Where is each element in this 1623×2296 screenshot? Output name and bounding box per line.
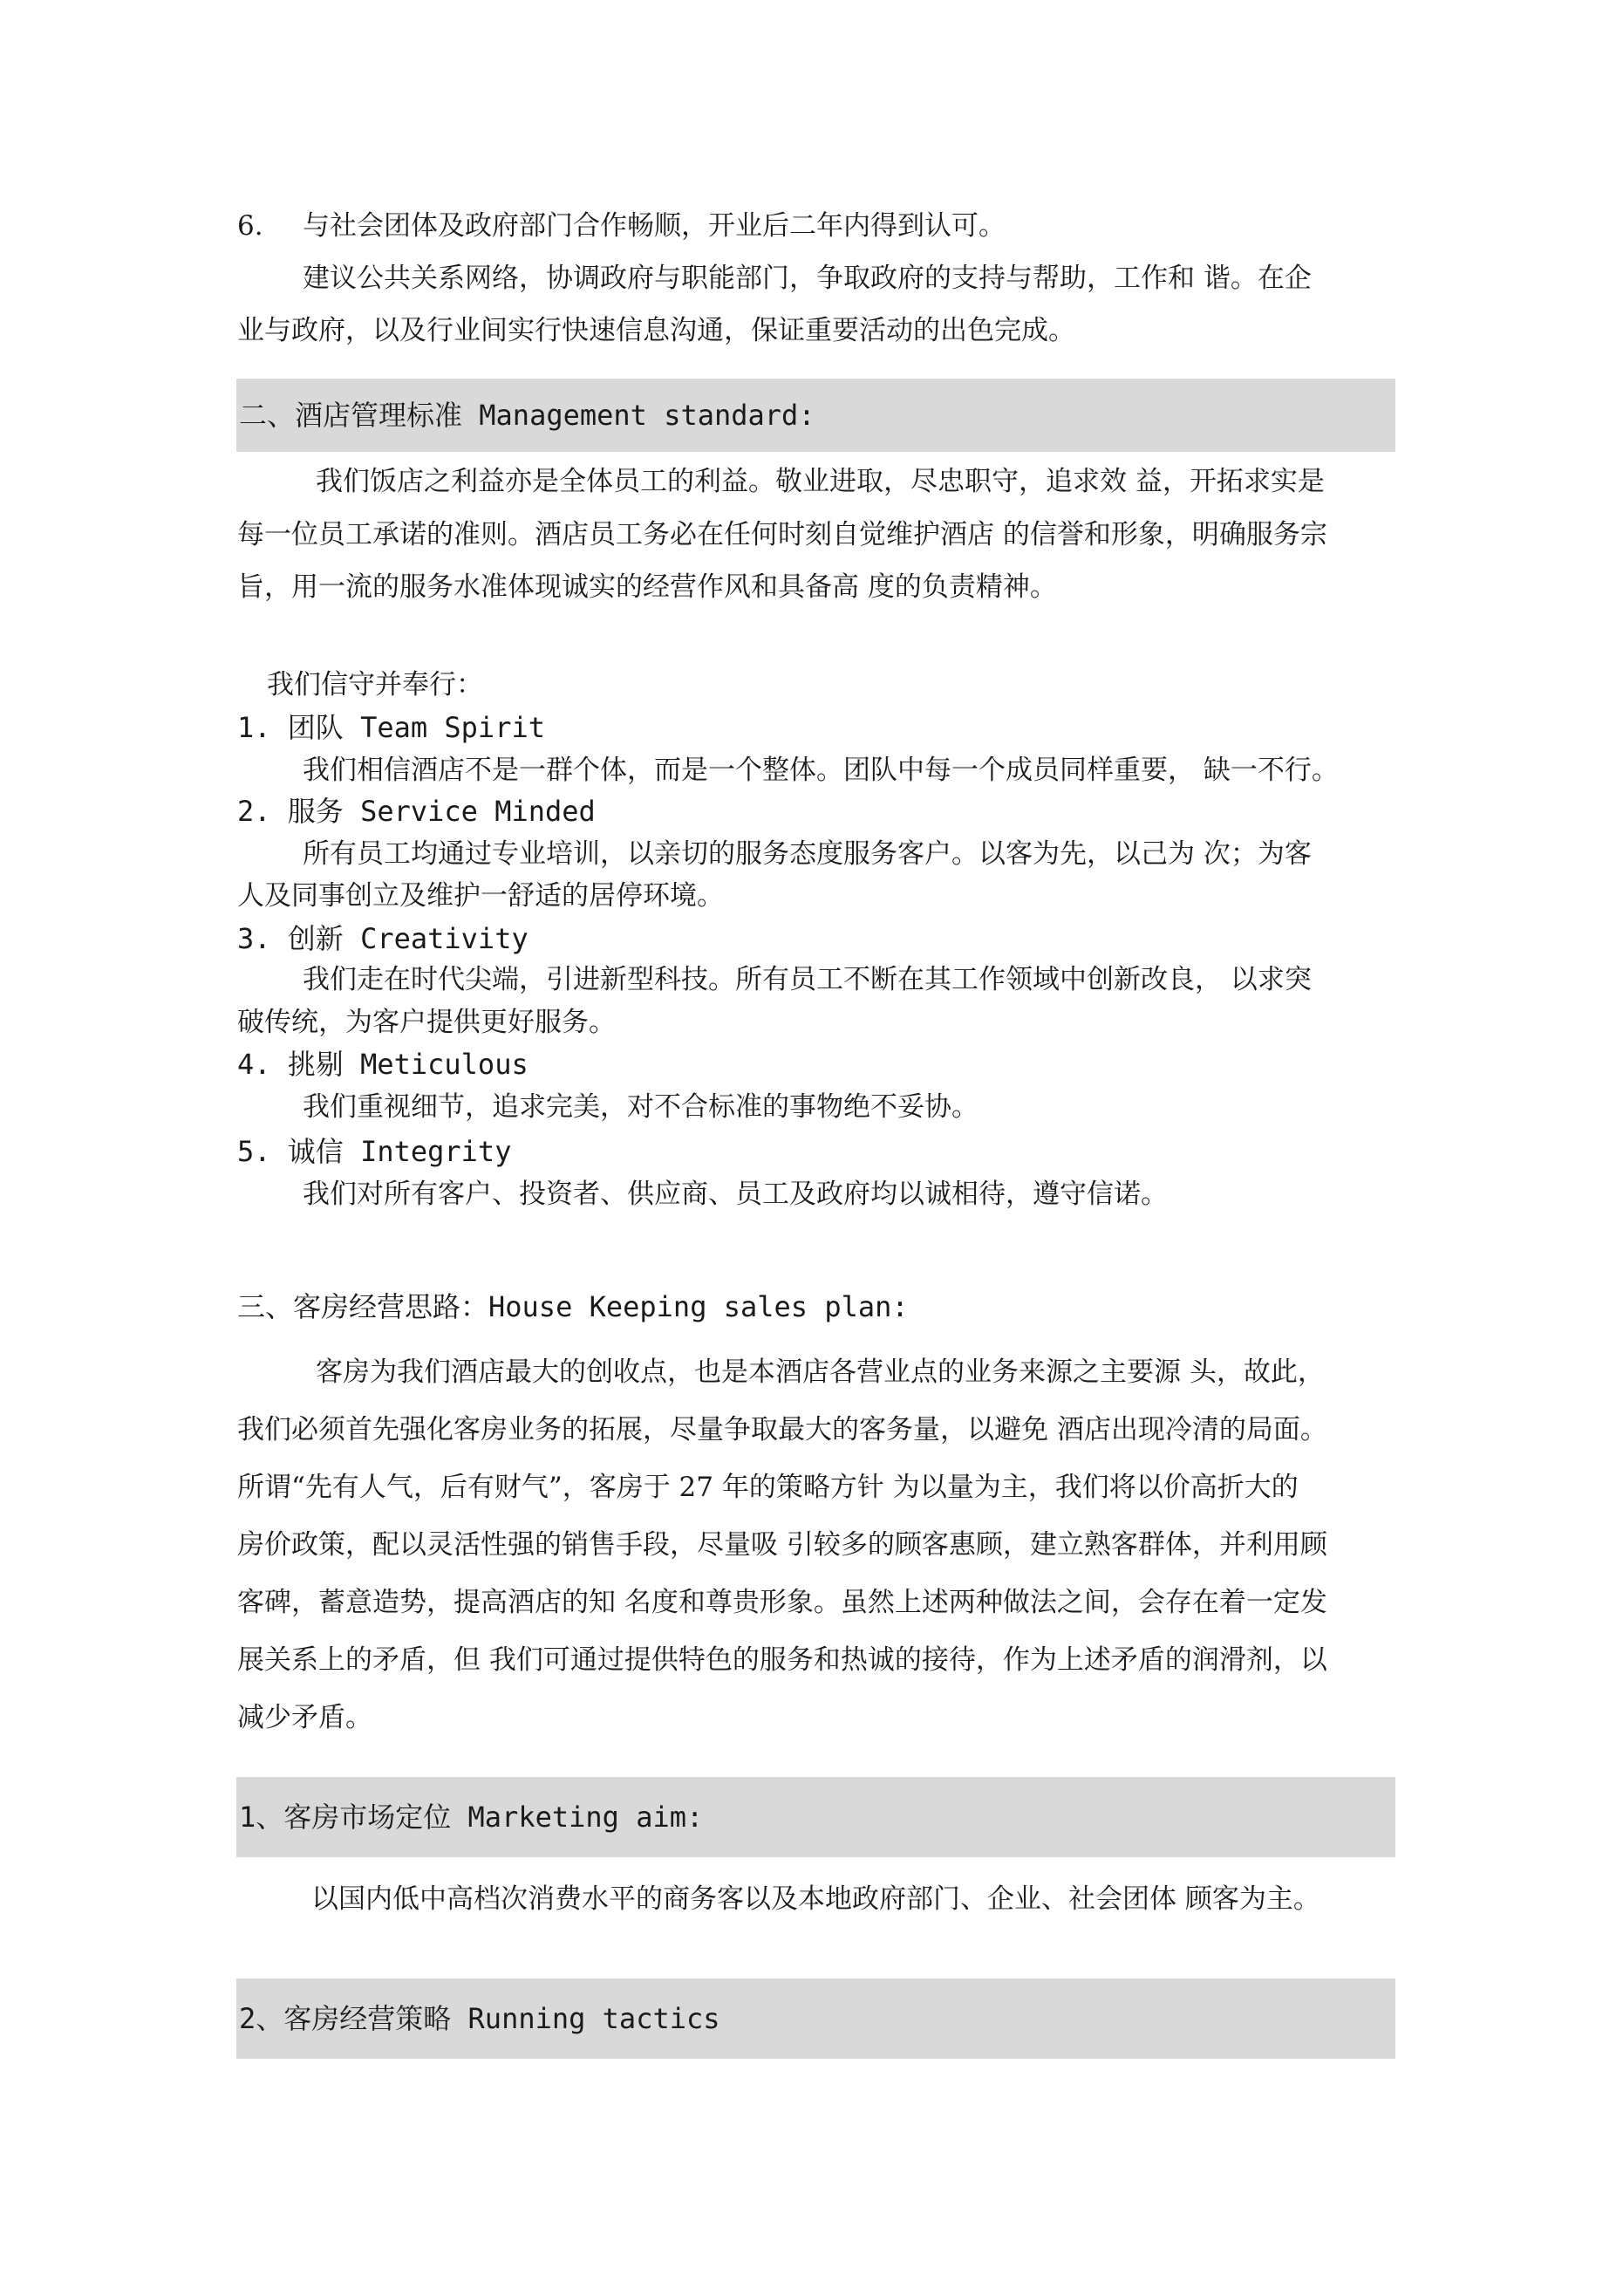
value-2-line-1: 所有员工均通过专业培训，以亲切的服务态度服务客户。以客为先，以己为 次；为客 <box>303 838 1312 870</box>
market-position-heading-band <box>236 1777 1395 1857</box>
housekeeping-body-line-7: 减少矛盾。 <box>237 1702 372 1733</box>
market-position-heading: 1、客房市场定位 Marketing aim: <box>239 1801 704 1834</box>
housekeeping-body-line-5: 客碑，蓄意造势，提高酒店的知 名度和尊贵形象。虽然上述两种做法之间，会存在着一定发 <box>237 1587 1327 1618</box>
goal-6-body-line-1: 建议公共关系网络，协调政府与职能部门，争取政府的支持与帮助，工作和 谐。在企 <box>303 263 1312 294</box>
value-3-line-1: 我们走在时代尖端，引进新型科技。所有员工不断在其工作领域中创新改良， 以求突 <box>303 964 1312 995</box>
goal-6-body-line-2: 业与政府，以及行业间实行快速信息沟通，保证重要活动的出色完成。 <box>237 315 1075 346</box>
housekeeping-body-line-3: 所谓“先有人气，后有财气”，客房于 27 年的策略方针 为以量为主，我们将以价高折大的 <box>237 1472 1299 1503</box>
housekeeping-body-line-4: 房价政策，配以灵活性强的销售手段，尽量吸 引较多的顾客惠顾，建立熟客群体，并利用顾 <box>237 1529 1327 1561</box>
goal-6-number: 6. <box>237 210 263 242</box>
value-5-line-1: 我们对所有客户、投资者、供应商、员工及政府均以诚相待，遵守信诺。 <box>303 1179 1168 1210</box>
housekeeping-body-line-1: 客房为我们酒店最大的创收点，也是本酒店各营业点的业务来源之主要源 头，故此， <box>316 1356 1325 1388</box>
creed-intro: 我们信守并奉行： <box>267 669 483 700</box>
housekeeping-body-line-2: 我们必须首先强化客房业务的拓展，尽量争取最大的客务量，以避免 酒店出现冷清的局面。 <box>237 1414 1327 1445</box>
value-3-line-2: 破传统，为客户提供更好服务。 <box>237 1007 616 1038</box>
management-body-line-1: 我们饭店之利益亦是全体员工的利益。敬业进取，尽忠职守，追求效 益，开拓求实是 <box>316 466 1325 497</box>
value-4-label: 4. 挑剔 Meticulous <box>237 1048 528 1081</box>
running-tactics-heading-band <box>236 1978 1395 2059</box>
housekeeping-body-line-6: 展关系上的矛盾，但 我们可通过提供特色的服务和热诚的接待，作为上述矛盾的润滑剂，以 <box>237 1644 1327 1676</box>
market-position-body: 以国内低中高档次消费水平的商务客以及本地政府部门、企业、社会团体 顾客为主。 <box>311 1883 1320 1915</box>
value-4-line-1: 我们重视细节，追求完美，对不合标准的事物绝不妥协。 <box>303 1091 979 1123</box>
management-body-line-3: 旨，用一流的服务水准体现诚实的经营作风和具备高 度的负责精神。 <box>237 571 1057 603</box>
goal-6-title: 与社会团体及政府部门合作畅顺，开业后二年内得到认可。 <box>303 210 1006 242</box>
management-standard-heading-band <box>236 379 1395 452</box>
value-2-label: 2. 服务 Service Minded <box>237 795 596 828</box>
management-standard-heading: 二、酒店管理标准 Management standard: <box>239 399 815 432</box>
management-body-line-2: 每一位员工承诺的准则。酒店员工务必在任何时刻自觉维护酒店 的信誉和形象，明确服务宗 <box>237 519 1327 550</box>
value-5-label: 5. 诚信 Integrity <box>237 1135 512 1168</box>
running-tactics-heading: 2、客房经营策略 Running tactics <box>239 2002 720 2035</box>
value-3-label: 3. 创新 Creativity <box>237 922 528 955</box>
value-2-line-2: 人及同事创立及维护一舒适的居停环境。 <box>237 880 724 912</box>
value-1-line-1: 我们相信酒店不是一群个体，而是一个整体。团队中每一个成员同样重要， 缺一不行。 <box>303 755 1339 786</box>
housekeeping-heading: 三、客房经营思路：House Keeping sales plan: <box>237 1290 909 1323</box>
value-1-label: 1. 团队 Team Spirit <box>237 711 545 744</box>
